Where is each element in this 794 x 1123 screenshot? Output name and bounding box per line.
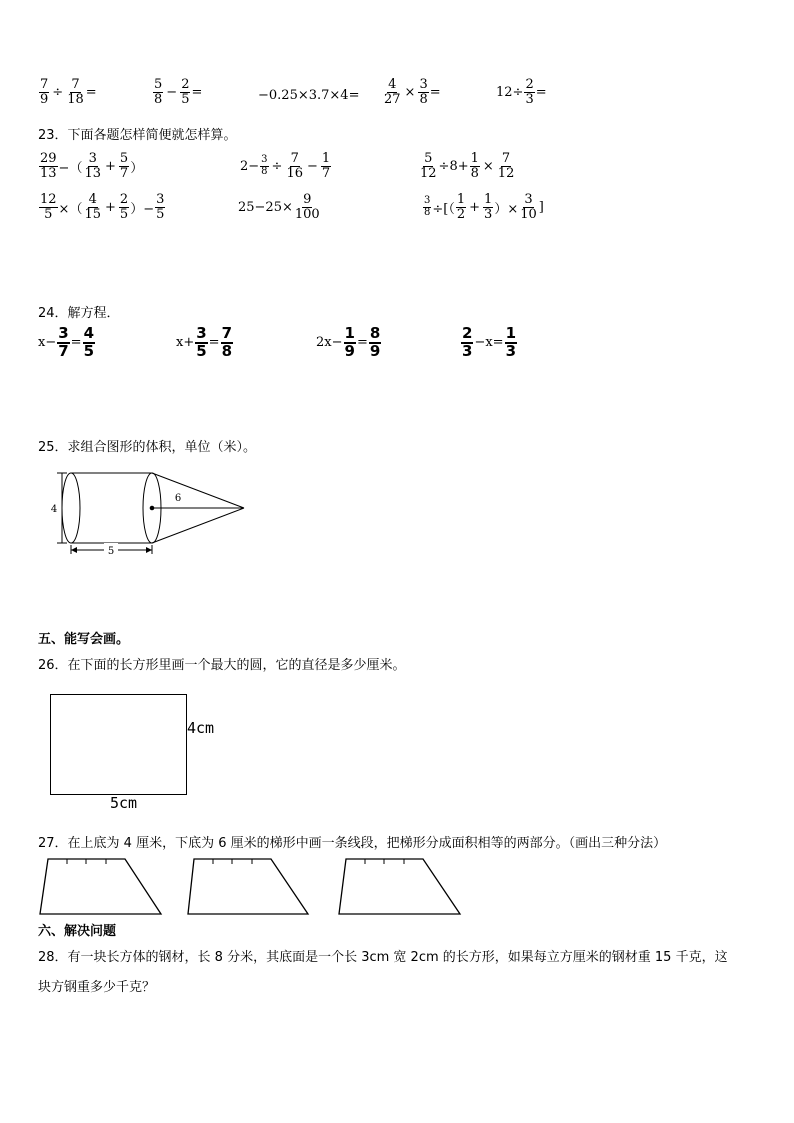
trapezoids-figure <box>36 856 476 918</box>
cylinder-cone-figure <box>40 462 260 562</box>
trapezoid-2 <box>188 859 308 914</box>
rect-height-label: 4cm <box>187 719 215 737</box>
equation-24-4: $\frac{2}{3}$ −x= $\frac{1}{3}$ <box>462 324 516 360</box>
expr-23-r1c2: 2− $\frac{3}{8}$ ÷ $\frac{7}{16}$ − $\frac{1}{7}$ <box>240 151 331 181</box>
cone-lower-edge <box>152 508 244 543</box>
section-6-heading: 六、解决问题 <box>38 924 117 939</box>
expr-23-r2c2: 25−25× $\frac{9}{100}$ <box>238 192 320 222</box>
expr-22-1: $\frac{7}{9}$ ÷ $\frac{7}{18}$ = <box>40 77 97 107</box>
question-23-label: 23．下面各题怎样简便就怎样算。 <box>38 128 237 143</box>
expr-23-r2c1: $\frac{12}{5}$ ×（ $\frac{4}{15}$ + $\frac{2}{5}$ ）− $\frac{3}{5}$ <box>40 192 165 222</box>
expr-22-4: $\frac{4}{27}$ × $\frac{3}{8}$ = <box>384 77 441 107</box>
circle-center-dot <box>150 506 155 511</box>
expr-23-r1c3: $\frac{5}{12}$ ÷8+ $\frac{1}{8}$ × $\frac{7}{12}$ <box>420 151 515 181</box>
section-5-heading: 五、能写会画。 <box>38 632 130 647</box>
slant-label: 6 <box>174 493 182 504</box>
question-24-label: 24．解方程． <box>38 306 120 321</box>
diameter-label: 4 <box>50 504 58 515</box>
question-25-label: 25．求组合图形的体积，单位（米）。 <box>38 440 257 455</box>
expr-23-r2c3: $\frac{3}{8}$ ÷[（ $\frac{1}{2}$ + $\frac{1}{3}$ ）× $\frac{3}{10}$ ] <box>424 192 544 222</box>
rect-width-label: 5cm <box>110 794 138 812</box>
expr-23-r1c1: $\frac{29}{13}$ −（ $\frac{3}{13}$ + $\frac{5}{7}$ ） <box>40 151 144 181</box>
question-27-label: 27．在上底为 4 厘米，下底为 6 厘米的梯形中画一条线段，把梯形分成面积相等的两部分。（画出三种分法） <box>38 836 667 851</box>
length-label: 5 <box>107 546 115 557</box>
trapezoid-1 <box>40 859 161 914</box>
question-26-label: 26．在下面的长方形里画一个最大的圆，它的直径是多少厘米。 <box>38 658 406 673</box>
expr-22-3: −0.25×3.7×4= <box>258 88 360 103</box>
equation-24-2: x+ $\frac{3}{5}$ = $\frac{7}{8}$ <box>176 324 233 360</box>
expr-22-5: 12÷ $\frac{2}{3}$ = <box>496 77 547 107</box>
question-28-line2: 块方钢重多少千克？ <box>38 980 156 995</box>
equation-24-1: x− $\frac{3}{7}$ = $\frac{4}{5}$ <box>38 324 95 360</box>
cylinder-left-ellipse <box>62 473 80 543</box>
question-28-line1: 28．有一块长方体的钢材，长 8 分米，其底面是一个长 3cm 宽 2cm 的长方形，如果每立方厘米的钢材重 15 千克，这 <box>38 950 728 965</box>
rectangle-box <box>50 694 187 795</box>
trapezoid-3 <box>339 859 460 914</box>
expr-22-2: $\frac{5}{8}$ − $\frac{2}{5}$ = <box>154 77 203 107</box>
equation-24-3: 2x− $\frac{1}{9}$ = $\frac{8}{9}$ <box>316 324 381 360</box>
cone-upper-edge <box>152 473 244 508</box>
